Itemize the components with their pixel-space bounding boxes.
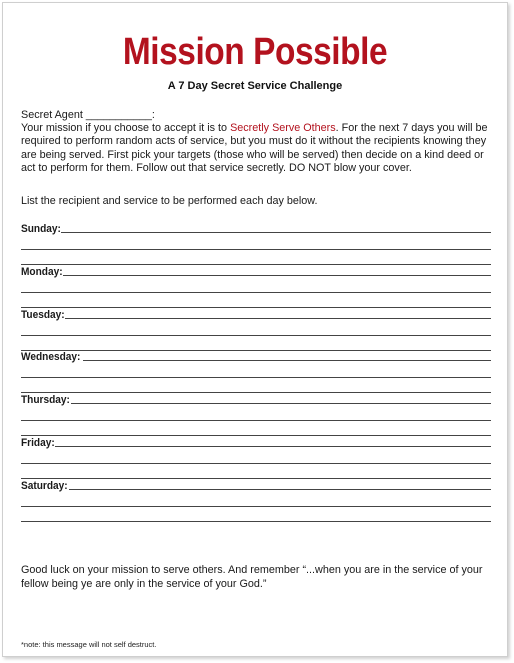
day-section-sunday	[21, 221, 491, 265]
day-label-thursday: Thursday:	[21, 394, 70, 406]
mission-paragraph	[21, 122, 497, 175]
answer-line[interactable]	[21, 278, 491, 293]
answer-line[interactable]	[63, 274, 491, 276]
page-subtitle: A 7 Day Secret Service Challenge	[167, 80, 343, 92]
answer-line[interactable]	[21, 235, 491, 250]
answer-line[interactable]	[65, 317, 491, 319]
mission-highlight: Secretly Serve Others	[230, 122, 336, 135]
day-section-tuesday	[21, 307, 491, 351]
day-label-monday: Monday:	[21, 266, 63, 278]
day-label-wednesday: Wednesday:	[21, 351, 81, 363]
day-section-monday	[21, 264, 491, 308]
answer-line[interactable]	[83, 359, 491, 361]
intro-after: . For the next 7 days you will be required to perform random acts of service, but you must do it without the recipients knowing they are being served. First pick your targets (those who will be served) then decide on a kind deed or act to perform for them. Follow out that service secretly. DO NOT blow your cover.	[21, 122, 488, 174]
day-label-sunday: Sunday:	[21, 223, 61, 235]
day-label-tuesday: Tuesday:	[21, 309, 65, 321]
day-section-thursday	[21, 392, 491, 436]
worksheet-page	[2, 2, 508, 657]
day-section-wednesday	[21, 349, 491, 393]
answer-line[interactable]	[71, 402, 491, 404]
answer-line[interactable]	[21, 363, 491, 378]
answer-line[interactable]	[55, 445, 491, 447]
greeting-line: Secret Agent ___________:	[21, 109, 155, 121]
answer-line[interactable]	[21, 492, 491, 507]
answer-line[interactable]	[21, 464, 491, 479]
intro-text	[21, 109, 497, 175]
day-label-friday: Friday:	[21, 437, 55, 449]
answer-line[interactable]	[21, 507, 491, 522]
day-label-saturday: Saturday:	[21, 480, 68, 492]
intro-before: Your mission if you choose to accept it is to	[21, 122, 231, 135]
answer-line[interactable]	[69, 488, 491, 490]
day-section-saturday	[21, 478, 491, 522]
closing-text: Good luck on your mission to serve others. And remember “...when you are in the service of your fellow being ye are only in the service of your God.”	[21, 564, 483, 590]
answer-line[interactable]	[21, 321, 491, 336]
day-section-friday	[21, 435, 491, 479]
answer-line[interactable]	[21, 406, 491, 421]
answer-line[interactable]	[21, 250, 491, 265]
answer-line[interactable]	[61, 231, 491, 233]
footnote: *note: this message will not self destruct.	[21, 640, 157, 649]
instruction-text: List the recipient and service to be performed each day below.	[21, 195, 318, 207]
page-title: Mission Possible	[122, 31, 388, 73]
answer-line[interactable]	[21, 378, 491, 393]
answer-line[interactable]	[21, 449, 491, 464]
answer-line[interactable]	[21, 421, 491, 436]
answer-line[interactable]	[21, 293, 491, 308]
